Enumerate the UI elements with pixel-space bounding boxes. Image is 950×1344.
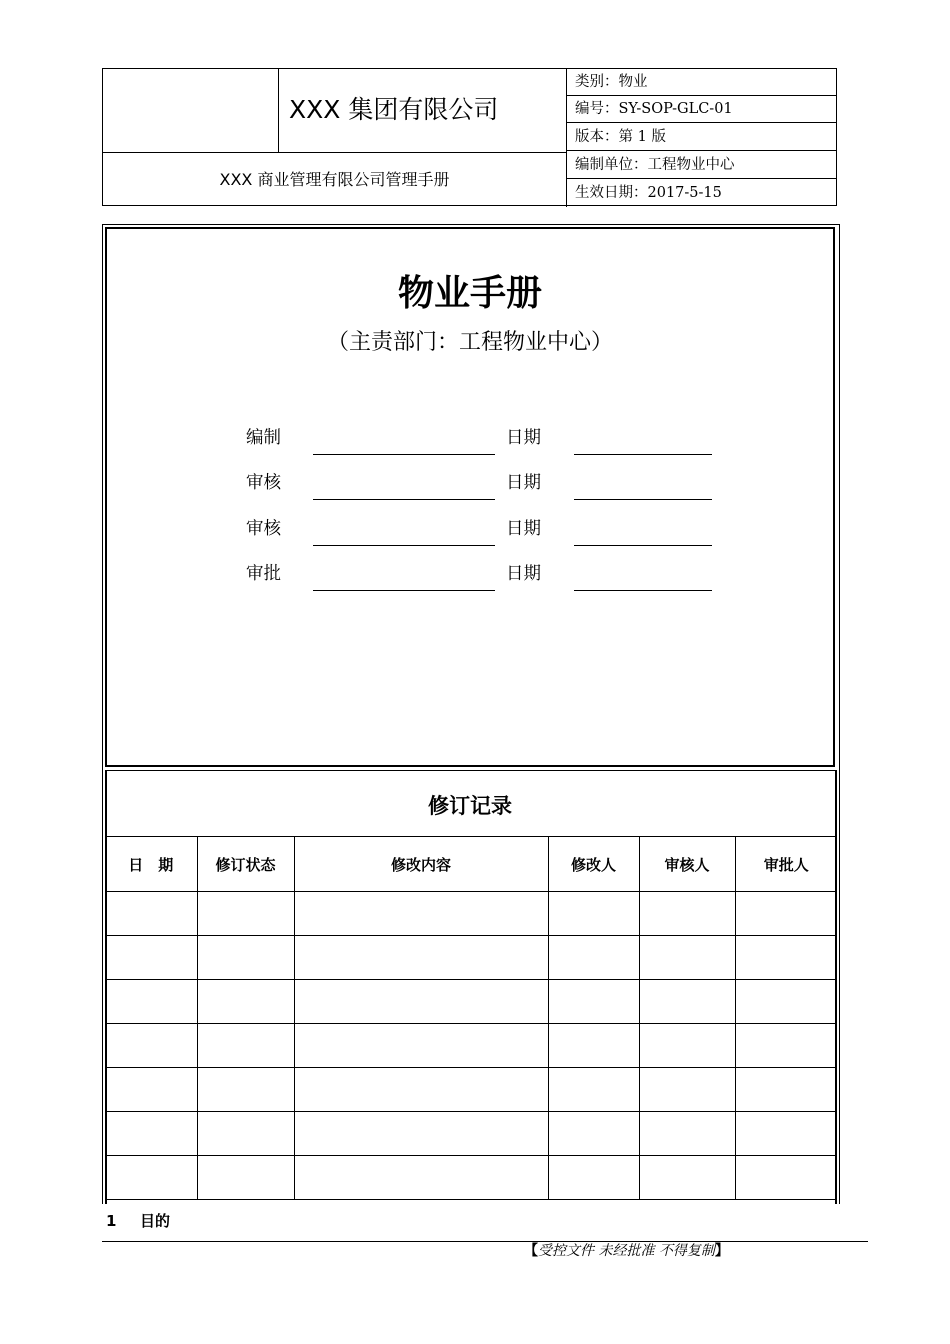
table-cell[interactable] [639,1112,735,1156]
bracket-close: 】 [714,1243,729,1259]
table-cell[interactable] [639,1024,735,1068]
table-cell[interactable] [735,892,837,936]
table-cell[interactable] [294,1112,548,1156]
signature-row [0,554,950,594]
signature-line[interactable] [313,545,495,546]
meta-effective-date: 生效日期：2017-5-15 [575,185,722,201]
document-title: 物业手册 [397,272,542,314]
footer-note-text: 受控文件 未经批准 不得复制 [538,1243,715,1259]
table-cell[interactable] [197,1156,294,1200]
manual-name: XXX 商业管理有限公司管理手册 [219,170,450,189]
table-cell[interactable] [735,1024,837,1068]
header-divider [278,69,279,152]
table-row [105,1068,837,1112]
table-cell[interactable] [294,892,548,936]
meta-code: 编号：SY-SOP-GLC-01 [567,96,837,123]
document-header [102,68,837,206]
date-line[interactable] [574,454,712,455]
revision-title: 修订记录 [428,794,512,818]
table-cell[interactable] [197,892,294,936]
table-cell[interactable] [294,1156,548,1200]
signature-line[interactable] [313,499,495,500]
section-title: 目的 [140,1212,171,1230]
signature-row [0,418,950,458]
table-cell[interactable] [548,936,639,980]
table-cell[interactable] [105,936,197,980]
signature-line[interactable] [313,590,495,591]
document-subtitle: （主责部门：工程物业中心） [326,330,613,355]
table-row [105,892,837,936]
table-cell[interactable] [294,1024,548,1068]
table-cell[interactable] [105,1112,197,1156]
column-header-content: 修改内容 [294,837,548,892]
table-row [105,1024,837,1068]
table-cell[interactable] [639,1068,735,1112]
table-cell[interactable] [197,1112,294,1156]
table-row [105,1156,837,1200]
signature-label: 审批 [246,564,281,584]
date-label: 日期 [506,519,541,539]
header-divider [103,152,566,153]
signature-label: 审核 [246,519,281,539]
column-header-reviewer: 审核人 [639,837,735,892]
table-cell[interactable] [548,892,639,936]
controlled-document-note [524,1241,729,1261]
column-header-date: 日 期 [105,837,197,892]
company-name: XXX 集团有限公司 [289,95,499,124]
table-cell[interactable] [294,936,548,980]
table-row [105,1112,837,1156]
table-cell[interactable] [197,936,294,980]
date-label: 日期 [506,473,541,493]
table-row [105,980,837,1024]
date-line[interactable] [574,590,712,591]
table-cell[interactable] [294,980,548,1024]
bracket-open: 【 [524,1243,538,1259]
table-cell[interactable] [105,1156,197,1200]
column-header-modifier: 修改人 [548,837,639,892]
revision-table [105,836,837,1200]
table-cell[interactable] [548,1024,639,1068]
table-header-row [105,837,837,892]
section-number: 1 [106,1212,117,1230]
table-cell[interactable] [735,1156,837,1200]
table-cell[interactable] [548,1068,639,1112]
table-cell[interactable] [639,892,735,936]
table-cell[interactable] [294,1068,548,1112]
column-header-status: 修订状态 [197,837,294,892]
date-label: 日期 [506,564,541,584]
date-line[interactable] [574,499,712,500]
signature-row [0,509,950,549]
table-cell[interactable] [735,936,837,980]
table-cell[interactable] [197,1068,294,1112]
signature-label: 编制 [246,428,281,448]
table-cell[interactable] [735,1112,837,1156]
table-cell[interactable] [105,980,197,1024]
meta-unit: 编制单位：工程物业中心 [567,152,837,179]
table-cell[interactable] [197,1024,294,1068]
signature-label: 审核 [246,473,281,493]
table-row [105,936,837,980]
date-label: 日期 [506,428,541,448]
table-cell[interactable] [548,1156,639,1200]
date-line[interactable] [574,545,712,546]
column-header-approver: 审批人 [735,837,837,892]
table-cell[interactable] [548,1112,639,1156]
meta-version: 版本：第 1 版 [567,124,837,151]
table-cell[interactable] [105,1024,197,1068]
table-cell[interactable] [639,1156,735,1200]
table-cell[interactable] [105,892,197,936]
table-cell[interactable] [548,980,639,1024]
table-cell[interactable] [735,980,837,1024]
signature-row [0,463,950,503]
table-cell[interactable] [735,1068,837,1112]
signature-line[interactable] [313,454,495,455]
meta-category: 类别：物业 [567,69,837,96]
footer-divider [102,1241,868,1242]
table-cell[interactable] [639,936,735,980]
table-cell[interactable] [105,1068,197,1112]
table-cell[interactable] [639,980,735,1024]
table-cell[interactable] [197,980,294,1024]
